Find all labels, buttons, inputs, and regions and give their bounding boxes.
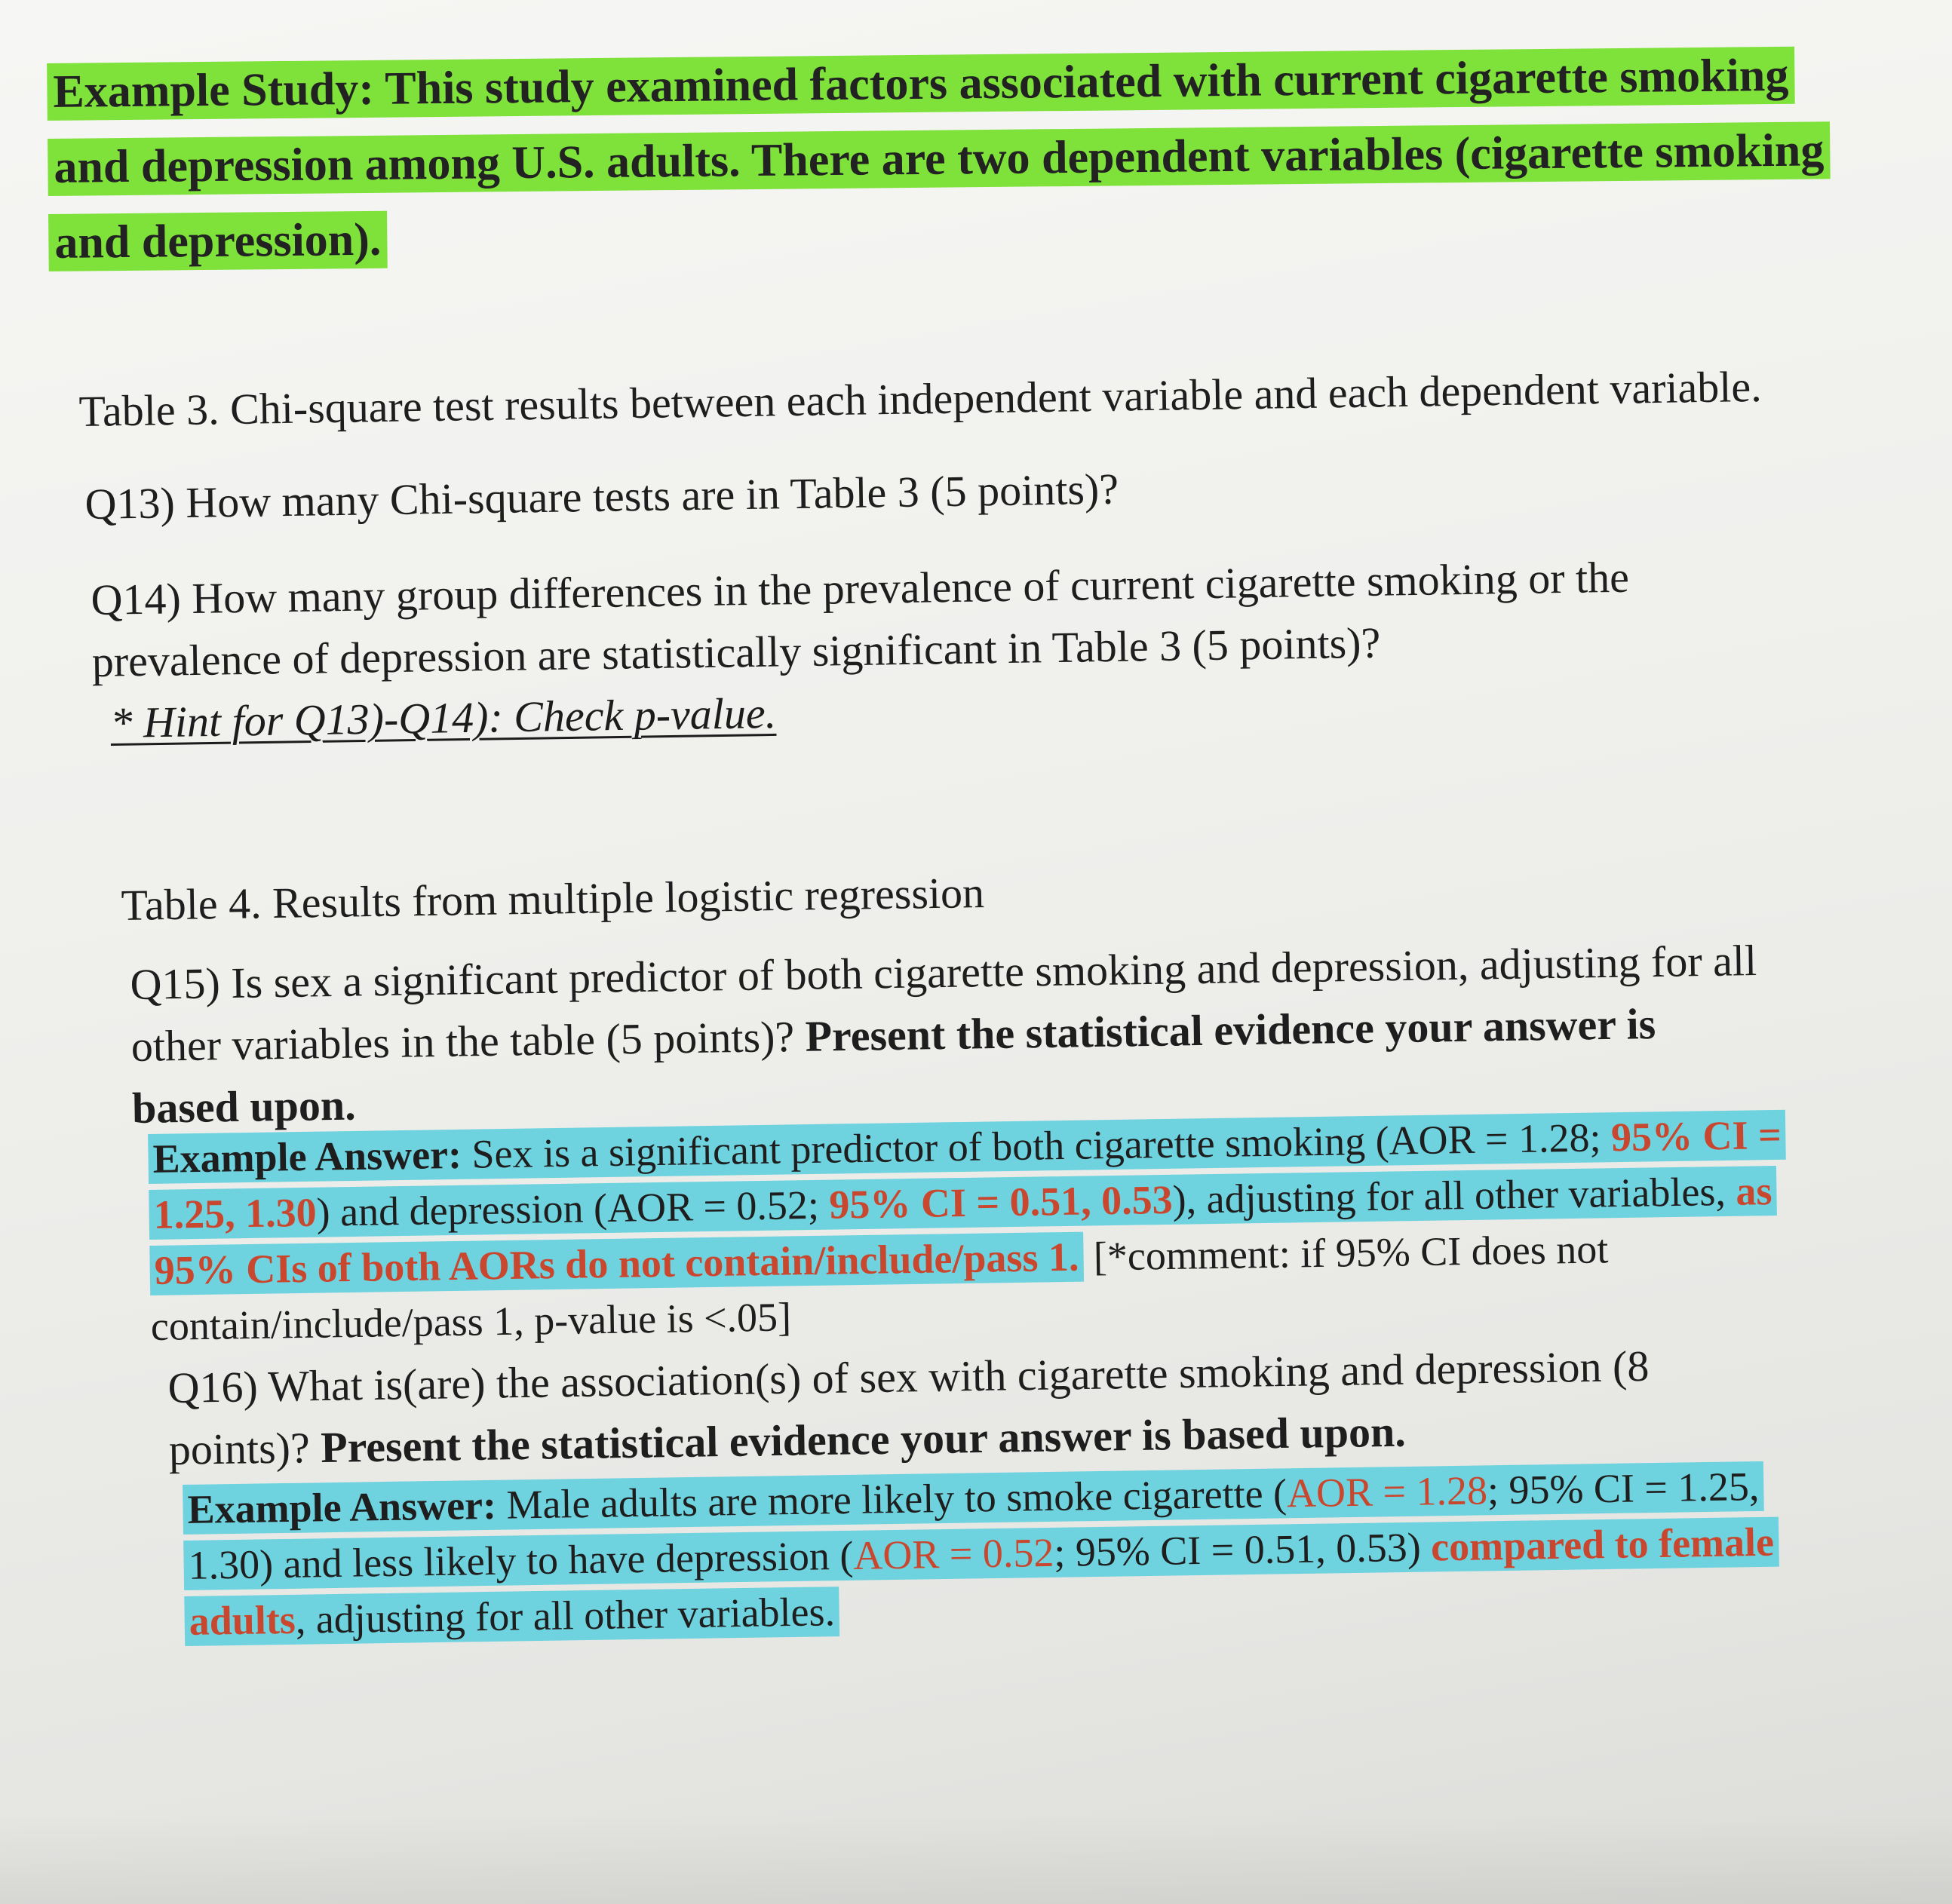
question-13: Q13) How many Chi-square tests are in Table 3 (5 points)? xyxy=(84,464,1119,529)
intro-highlight: Example Study: This study examined factors associated with current cigarette smoking and depression among U.S. adults. There are two dependent variables (cigarette smoking and depression). xyxy=(47,47,1831,271)
hint-text: * Hint for Q13)-Q14): Check p-value. xyxy=(110,688,777,747)
example-answer-16 xyxy=(183,1458,1791,1649)
answer-16-highlight xyxy=(183,1461,1779,1646)
question-16-emphasis: Present the statistical evidence your answer is based upon. xyxy=(320,1406,1407,1472)
table3-caption: Table 3. Chi-square test results between each independent variable and each dependent variable. xyxy=(78,361,1763,436)
answer-16-text-3: ; 95% CI = 0.51, 0.53) xyxy=(1053,1524,1432,1575)
screen-bottom-shade xyxy=(0,1814,1952,1904)
answer-16-text-2: ; 95% CI = 1.25, 1.30) and less likely to have depression ( xyxy=(188,1463,1760,1588)
table4-caption: Table 4. Results from multiple logistic regression xyxy=(121,868,985,930)
answer-15-red-3: as 95% CIs of both AORs do not contain/include/pass 1. xyxy=(154,1168,1772,1293)
question-14: Q14) How many group differences in the prevalence of current cigarette smoking or the prevalence of depression are statistically significant in Table 3 (5 points)? xyxy=(91,552,1630,686)
question-16 xyxy=(167,1333,1791,1481)
example-study-intro xyxy=(47,37,1844,281)
question-15 xyxy=(130,930,1769,1139)
answer-15-comment: [*comment: if 95% CI does not contain/include/pass 1, p-value is <.05] xyxy=(150,1226,1609,1349)
answer-16-text-1: Male adults are more likely to smoke cigarette ( xyxy=(506,1470,1288,1528)
answer-16-text-4: , adjusting for all other variables. xyxy=(295,1589,836,1642)
example-answer-15 xyxy=(148,1107,1788,1354)
question-15-text: Q15) Is sex a significant predictor of both cigarette smoking and depression, adjusting for all other variables in the table (5 points)? xyxy=(130,936,1757,1071)
question-15-emphasis: Present the statistical evidence your answer is based upon. xyxy=(131,999,1656,1133)
answer-16-label: Example Answer: xyxy=(187,1482,507,1532)
answer-15-text-2: ) and depression (AOR = 0.52; xyxy=(316,1182,830,1235)
question-16-text: Q16) What is(are) the association(s) of sex with cigarette smoking and depression (8 points)? xyxy=(167,1341,1650,1474)
answer-16-red-1: AOR = 1.28 xyxy=(1286,1467,1488,1516)
answer-15-label: Example Answer: xyxy=(152,1131,472,1182)
answer-15-text-3: ), adjusting for all other variables, xyxy=(1172,1168,1736,1222)
answer-16-red-2: AOR = 0.52 xyxy=(852,1529,1054,1578)
answer-15-red-2: 95% CI = 0.51, 0.53 xyxy=(828,1176,1174,1228)
answer-15-red-1: 95% CI = 1.25, 1.30 xyxy=(153,1111,1782,1237)
answer-16-red-3: compared to female adults xyxy=(189,1519,1775,1644)
answer-15-text-1: Sex is a significant predictor of both cigarette smoking (AOR = 1.28; xyxy=(471,1114,1612,1177)
